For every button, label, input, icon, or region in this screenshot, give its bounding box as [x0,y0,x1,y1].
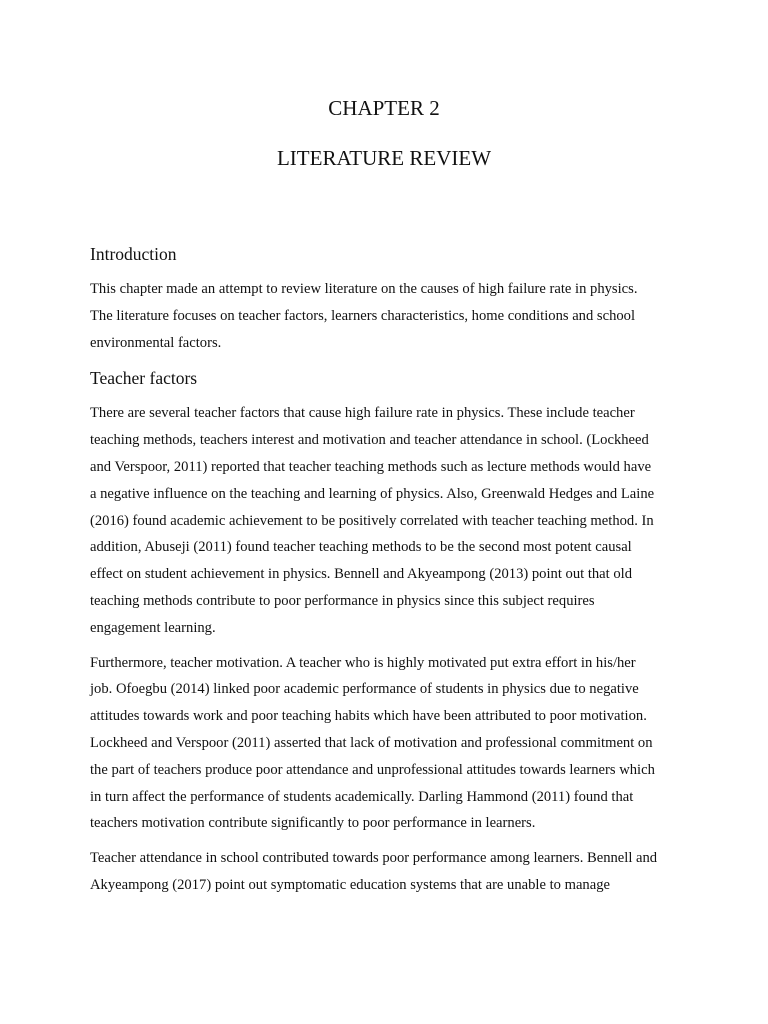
text-line: in turn affect the performance of students academically. Darling Hammond (2011) found that [90,788,634,805]
chapter-number: CHAPTER 2 [328,96,440,120]
section-heading-teacher-factors: Teacher factors [90,368,198,389]
text-line: The literature focuses on teacher factors, learners characteristics, home conditions and school [90,307,636,324]
paragraph-teacher-factors-3 [90,845,682,899]
document-body [90,240,682,907]
text-line: This chapter made an attempt to review literature on the causes of high failure rate in physics. [90,281,638,297]
text-line: (2016) found academic achievement to be positively correlated with teacher teaching method. In [90,512,654,529]
text-line: Furthermore, teacher motivation. A teacher who is highly motivated put extra effort in his/her [90,654,636,671]
text-line: engagement learning. [90,619,216,636]
text-line: the part of teachers produce poor attendance and unprofessional attitudes towards learners which [90,761,655,778]
text-line: a negative influence on the teaching and learning of physics. Also, Greenwald Hedges and Laine [90,485,655,502]
text-line: Lockheed and Verspoor (2011) asserted that lack of motivation and professional commitment on [90,734,653,751]
text-line: attitudes towards work and poor teaching habits which have been attributed to poor motivation. [90,708,647,725]
text-line: addition, Abuseji (2011) found teacher teaching methods to be the second most potent causal [90,539,632,556]
text-line: Akyeampong (2017) point out symptomatic education systems that are unable to manage [90,876,610,893]
text-line: job. Ofoegbu (2014) linked poor academic performance of students in physics due to negative [90,681,639,698]
text-line: environmental factors. [90,334,222,351]
paragraph-introduction-1 [90,276,682,356]
section-teacher-factors [90,364,682,898]
section-introduction [90,240,682,356]
text-line: teachers motivation contribute significantly to poor performance in learners. [90,815,536,832]
paragraph-teacher-factors-2 [90,650,682,838]
text-line: teaching methods, teachers interest and motivation and teacher attendance in school. (Lockheed [90,432,649,449]
text-line: teaching methods contribute to poor performance in physics since this subject requires [90,592,595,609]
chapter-title: LITERATURE REVIEW [276,146,492,170]
text-line: and Verspoor, 2011) reported that teacher teaching methods such as lecture methods would have [90,458,652,475]
text-line: There are several teacher factors that cause high failure rate in physics. These include teacher [90,405,635,422]
section-heading-introduction: Introduction [90,244,177,264]
paragraph-teacher-factors-1 [90,400,682,641]
text-line: effect on student achievement in physics. Bennell and Akyeampong (2013) point out that old [90,566,633,583]
text-line: Teacher attendance in school contributed towards poor performance among learners. Bennell and [90,850,658,867]
